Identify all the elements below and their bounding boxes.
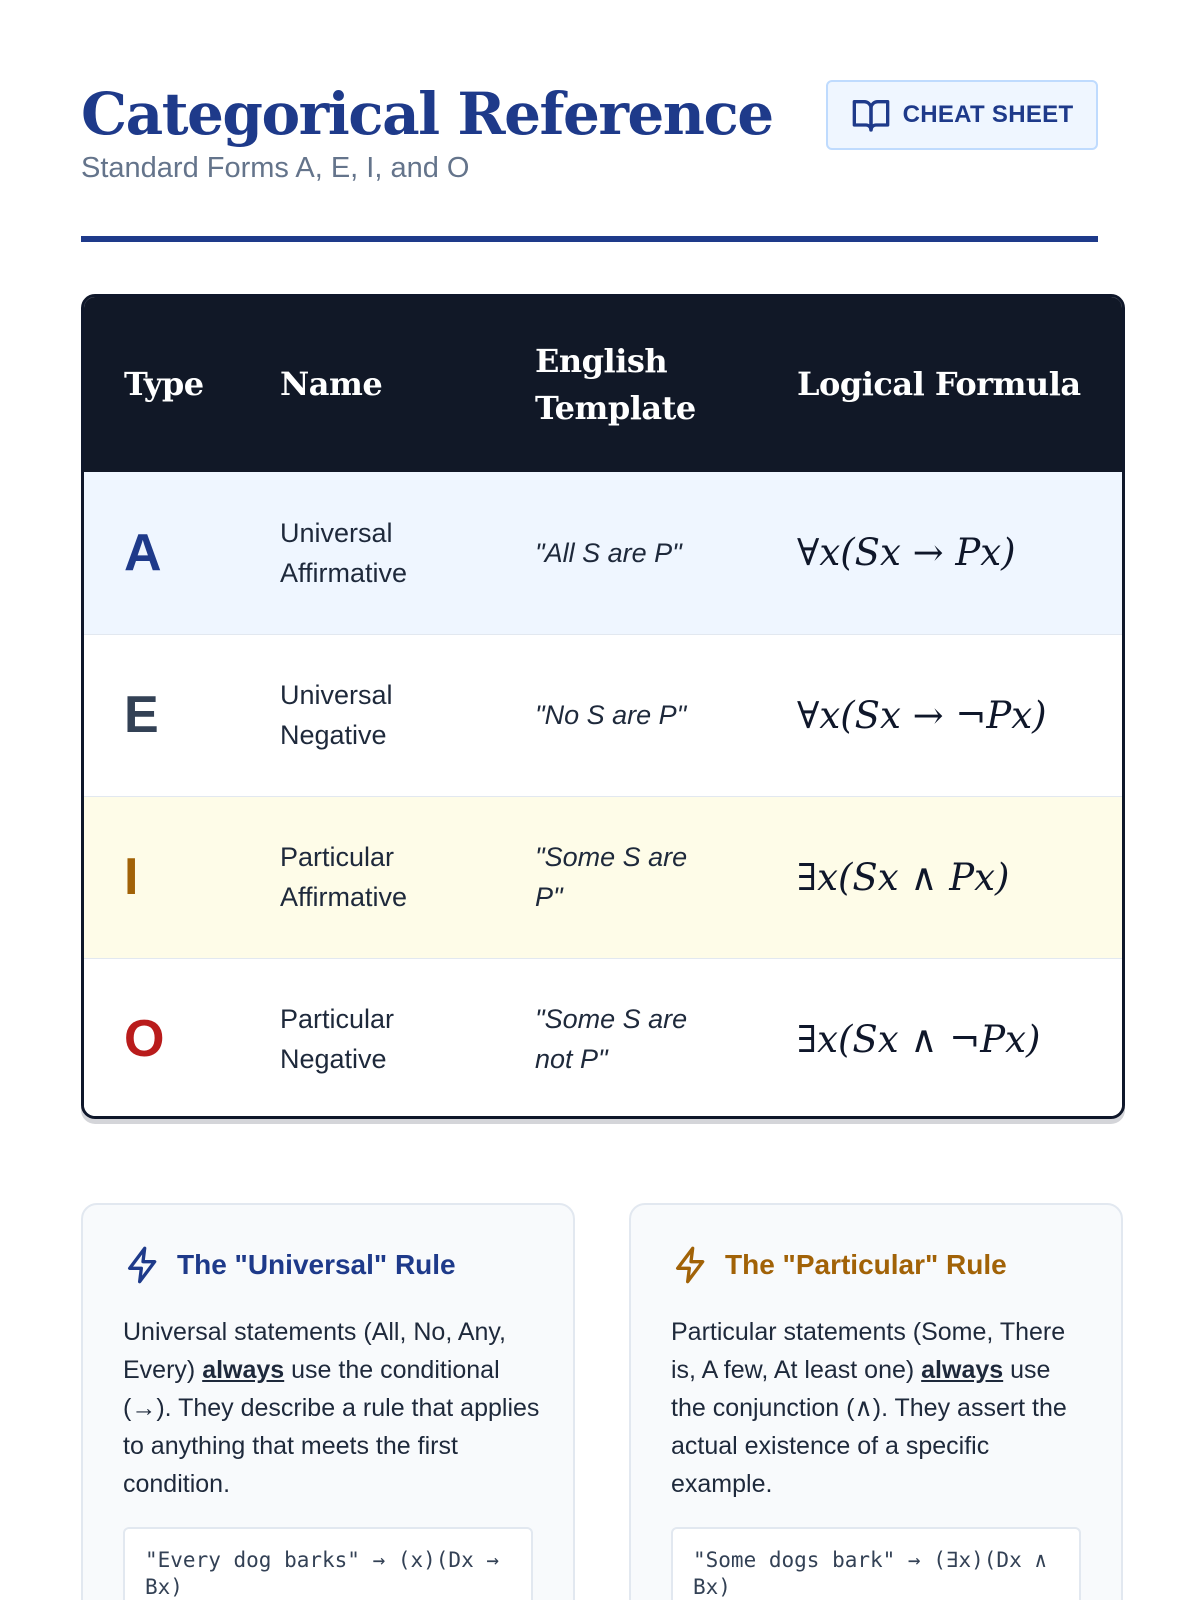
type-letter-i: I [124, 848, 139, 906]
categorical-forms-table [81, 294, 1125, 1119]
universal-rule-card [81, 1203, 575, 1600]
form-name: Particular Negative [280, 1004, 395, 1075]
page-header [81, 0, 1098, 242]
column-header-logical-formula: Logical Formula [797, 365, 1081, 404]
particular-rule-text-end: use the conjunction (∧). They assert the actual existence of a specific example. [671, 1356, 1067, 1498]
form-name: Universal Negative [280, 680, 393, 750]
type-letter-o: O [124, 1010, 165, 1069]
type-letter-a: A [124, 523, 162, 582]
logical-formula: ∃x(Sx ∧ Px) [797, 855, 1010, 899]
column-header-type: Type [124, 365, 204, 404]
particular-rule-text [671, 1313, 1091, 1503]
english-template: "All S are P" [535, 537, 682, 568]
book-open-icon [851, 95, 891, 135]
form-name: Particular Affirmative [280, 842, 408, 912]
lightning-icon [671, 1245, 711, 1285]
english-template: "Some S are P" [535, 842, 688, 912]
particular-rule-card [629, 1203, 1123, 1600]
table-row [84, 634, 1125, 796]
column-header-english-template [535, 297, 797, 472]
cheat-sheet-label: CHEAT SHEET [902, 101, 1074, 128]
universal-rule-title: The "Universal" Rule [177, 1249, 456, 1280]
form-name: Universal Affirmative [280, 517, 408, 588]
table-row [84, 796, 1125, 958]
logical-formula: ∀x(Sx → ¬Px) [797, 693, 1047, 737]
table-row [84, 472, 1125, 634]
table-row [84, 958, 1125, 1119]
universal-rule-text [123, 1313, 543, 1503]
universal-rule-example: "Every dog barks" → (x)(Dx → Bx) [123, 1527, 533, 1600]
column-header-name: Name [280, 365, 383, 404]
english-template: "No S are P" [535, 700, 687, 730]
logical-formula: ∃x(Sx ∧ ¬Px) [797, 1017, 1041, 1061]
universal-rule-text-start: Universal statements (All, No, Any, Every) [123, 1318, 507, 1384]
logical-formula: ∀x(Sx → Px) [797, 531, 1016, 575]
particular-rule-heading [671, 1245, 1007, 1285]
cheat-sheet-button[interactable] [826, 80, 1098, 150]
page-subtitle: Standard Forms A, E, I, and O [81, 152, 470, 184]
universal-rule-heading [123, 1245, 456, 1285]
particular-rule-emphasis: always [921, 1356, 1004, 1384]
table-header-row [84, 297, 1125, 472]
universal-rule-text-end: use the conditional (→). They describe a rule that applies to anything that meets the first condition. [123, 1356, 540, 1498]
particular-rule-text-start: Particular statements (Some, There is, A few, At least one) [671, 1318, 1066, 1384]
particular-rule-example: "Some dogs bark" → (∃x)(Dx ∧ Bx) [671, 1527, 1081, 1600]
english-template: "Some S are not P" [535, 1004, 688, 1075]
lightning-icon [123, 1245, 163, 1285]
particular-rule-title: The "Particular" Rule [725, 1249, 1007, 1280]
page-title: Categorical Reference [81, 80, 773, 148]
universal-rule-emphasis: always [202, 1356, 285, 1384]
type-letter-e: E [124, 686, 159, 744]
column-header-english-template-text: English Template [535, 342, 696, 427]
